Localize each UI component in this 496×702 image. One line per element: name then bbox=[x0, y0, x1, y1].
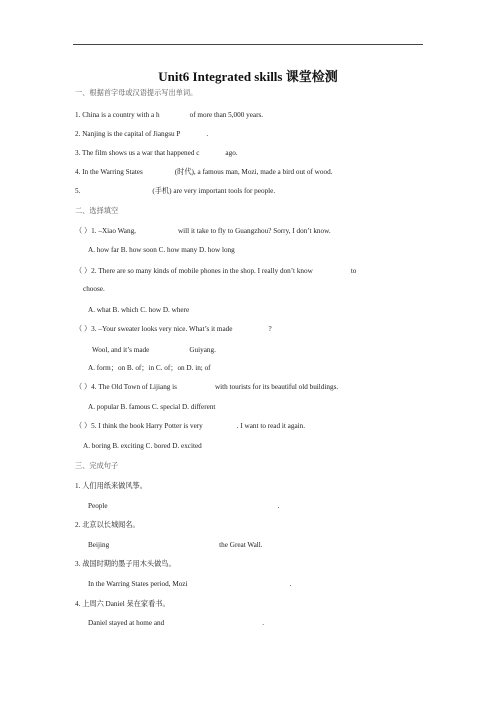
page-title: Unit6 Integrated skills 课堂检测 bbox=[158, 69, 338, 84]
s2-q5-text: （ ）5. I think the book Harry Potter is very bbox=[75, 422, 203, 430]
s1-item-4-pre: 4. In the Warring States bbox=[75, 168, 143, 176]
s2-q1-post: will it take to fly to Guangzhou? Sorry, I don’t know. bbox=[177, 227, 331, 235]
s3-item-1-post: . bbox=[277, 502, 280, 510]
s3-item-3-answer-line bbox=[88, 580, 291, 589]
s1-item-5 bbox=[75, 187, 275, 196]
s2-q5-post: . I want to read it again. bbox=[236, 422, 306, 430]
s1-item-1 bbox=[75, 111, 263, 120]
s2-question-4 bbox=[75, 383, 338, 392]
s1-item-4 bbox=[75, 168, 332, 177]
s1-item-3-pre: 3. The film shows us a war that happened c bbox=[75, 149, 200, 157]
s3-item-2-pre: Beijing bbox=[88, 541, 110, 549]
s2-q3-reply-post: Guiyang. bbox=[189, 346, 216, 354]
s1-item-2-post: . bbox=[206, 130, 209, 138]
s1-item-3-post: ago. bbox=[225, 149, 238, 157]
s3-item-1-answer-line bbox=[88, 502, 279, 511]
s3-item-4-chinese: 4. 上周六 Daniel 呆在家看书。 bbox=[75, 600, 170, 608]
s3-item-3-chinese: 3. 战国时期的墨子用木头做鸟。 bbox=[75, 560, 176, 568]
section-1-heading: 一、根据首字母或汉语提示写出单词。 bbox=[75, 89, 198, 97]
section-2-heading: 二、选择填空 bbox=[75, 207, 119, 215]
s3-item-3-pre: In the Warring States period, Mozi bbox=[88, 580, 188, 588]
s2-q4-post: with tourists for its beautiful old buildings. bbox=[214, 383, 339, 391]
s2-q3-options: A. form；on B. of；in C. of；on D. in; of bbox=[88, 364, 211, 372]
s2-q1-options: A. how far B. how soon C. how many D. how long bbox=[88, 246, 235, 254]
s2-question-1 bbox=[75, 227, 331, 236]
s1-item-4-post: (时代), a famous man, Mozi, made a bird out of wood. bbox=[174, 168, 333, 176]
s2-q3-text: （ ）3. –Your sweater looks very nice. What’s it made bbox=[75, 325, 233, 333]
s3-item-3-post: . bbox=[289, 580, 292, 588]
s3-item-1-chinese: 1. 人们用纸来做风筝。 bbox=[75, 482, 147, 490]
s2-q3-reply bbox=[92, 346, 216, 355]
s2-question-3 bbox=[75, 325, 272, 334]
s3-item-2-post: the Great Wall. bbox=[219, 541, 263, 549]
section-3-heading: 三、完成句子 bbox=[75, 462, 119, 470]
s1-item-1-pre: 1. China is a country with a h bbox=[75, 111, 160, 119]
s1-item-5-post: (手机) are very important tools for people. bbox=[152, 187, 276, 195]
s2-q2-options: A. what B. which C. how D. where bbox=[88, 306, 190, 314]
s2-q2-text: （ ）2. There are so many kinds of mobile phones in the shop. I really don’t know bbox=[75, 267, 313, 275]
s2-q2-post: to bbox=[350, 267, 357, 275]
s3-item-2-answer-line bbox=[88, 541, 263, 550]
s1-item-5-pre: 5. bbox=[75, 187, 81, 195]
s3-item-2-chinese: 2. 北京以长城闻名。 bbox=[75, 521, 140, 529]
s2-q4-options: A. popular B. famous C. special D. different bbox=[88, 403, 216, 411]
s3-item-4-post: . bbox=[262, 619, 265, 627]
header-rule bbox=[73, 44, 423, 45]
s2-q2-continuation: choose. bbox=[83, 285, 105, 293]
s2-q5-options: A. boring B. exciting C. bored D. excited bbox=[83, 442, 202, 450]
s1-item-2 bbox=[75, 130, 208, 139]
s3-item-4-pre: Daniel stayed at home and bbox=[88, 619, 165, 627]
s2-q4-text: （ ）4. The Old Town of Lijiang is bbox=[75, 383, 177, 391]
s2-q3-post: ? bbox=[268, 325, 272, 333]
s3-item-1-pre: People bbox=[88, 502, 108, 510]
s2-question-2 bbox=[75, 267, 356, 276]
s2-question-5 bbox=[75, 422, 305, 431]
s2-q1-text: （ ）1. –Xiao Wang, bbox=[75, 227, 136, 235]
s3-item-4-answer-line bbox=[88, 619, 264, 628]
s1-item-1-post: of more than 5,000 years. bbox=[189, 111, 264, 119]
s1-item-3 bbox=[75, 149, 238, 158]
s2-q3-reply-pre: Wool, and it’s made bbox=[92, 346, 150, 354]
s1-item-2-pre: 2. Nanjing is the capital of Jiangsu P bbox=[75, 130, 181, 138]
